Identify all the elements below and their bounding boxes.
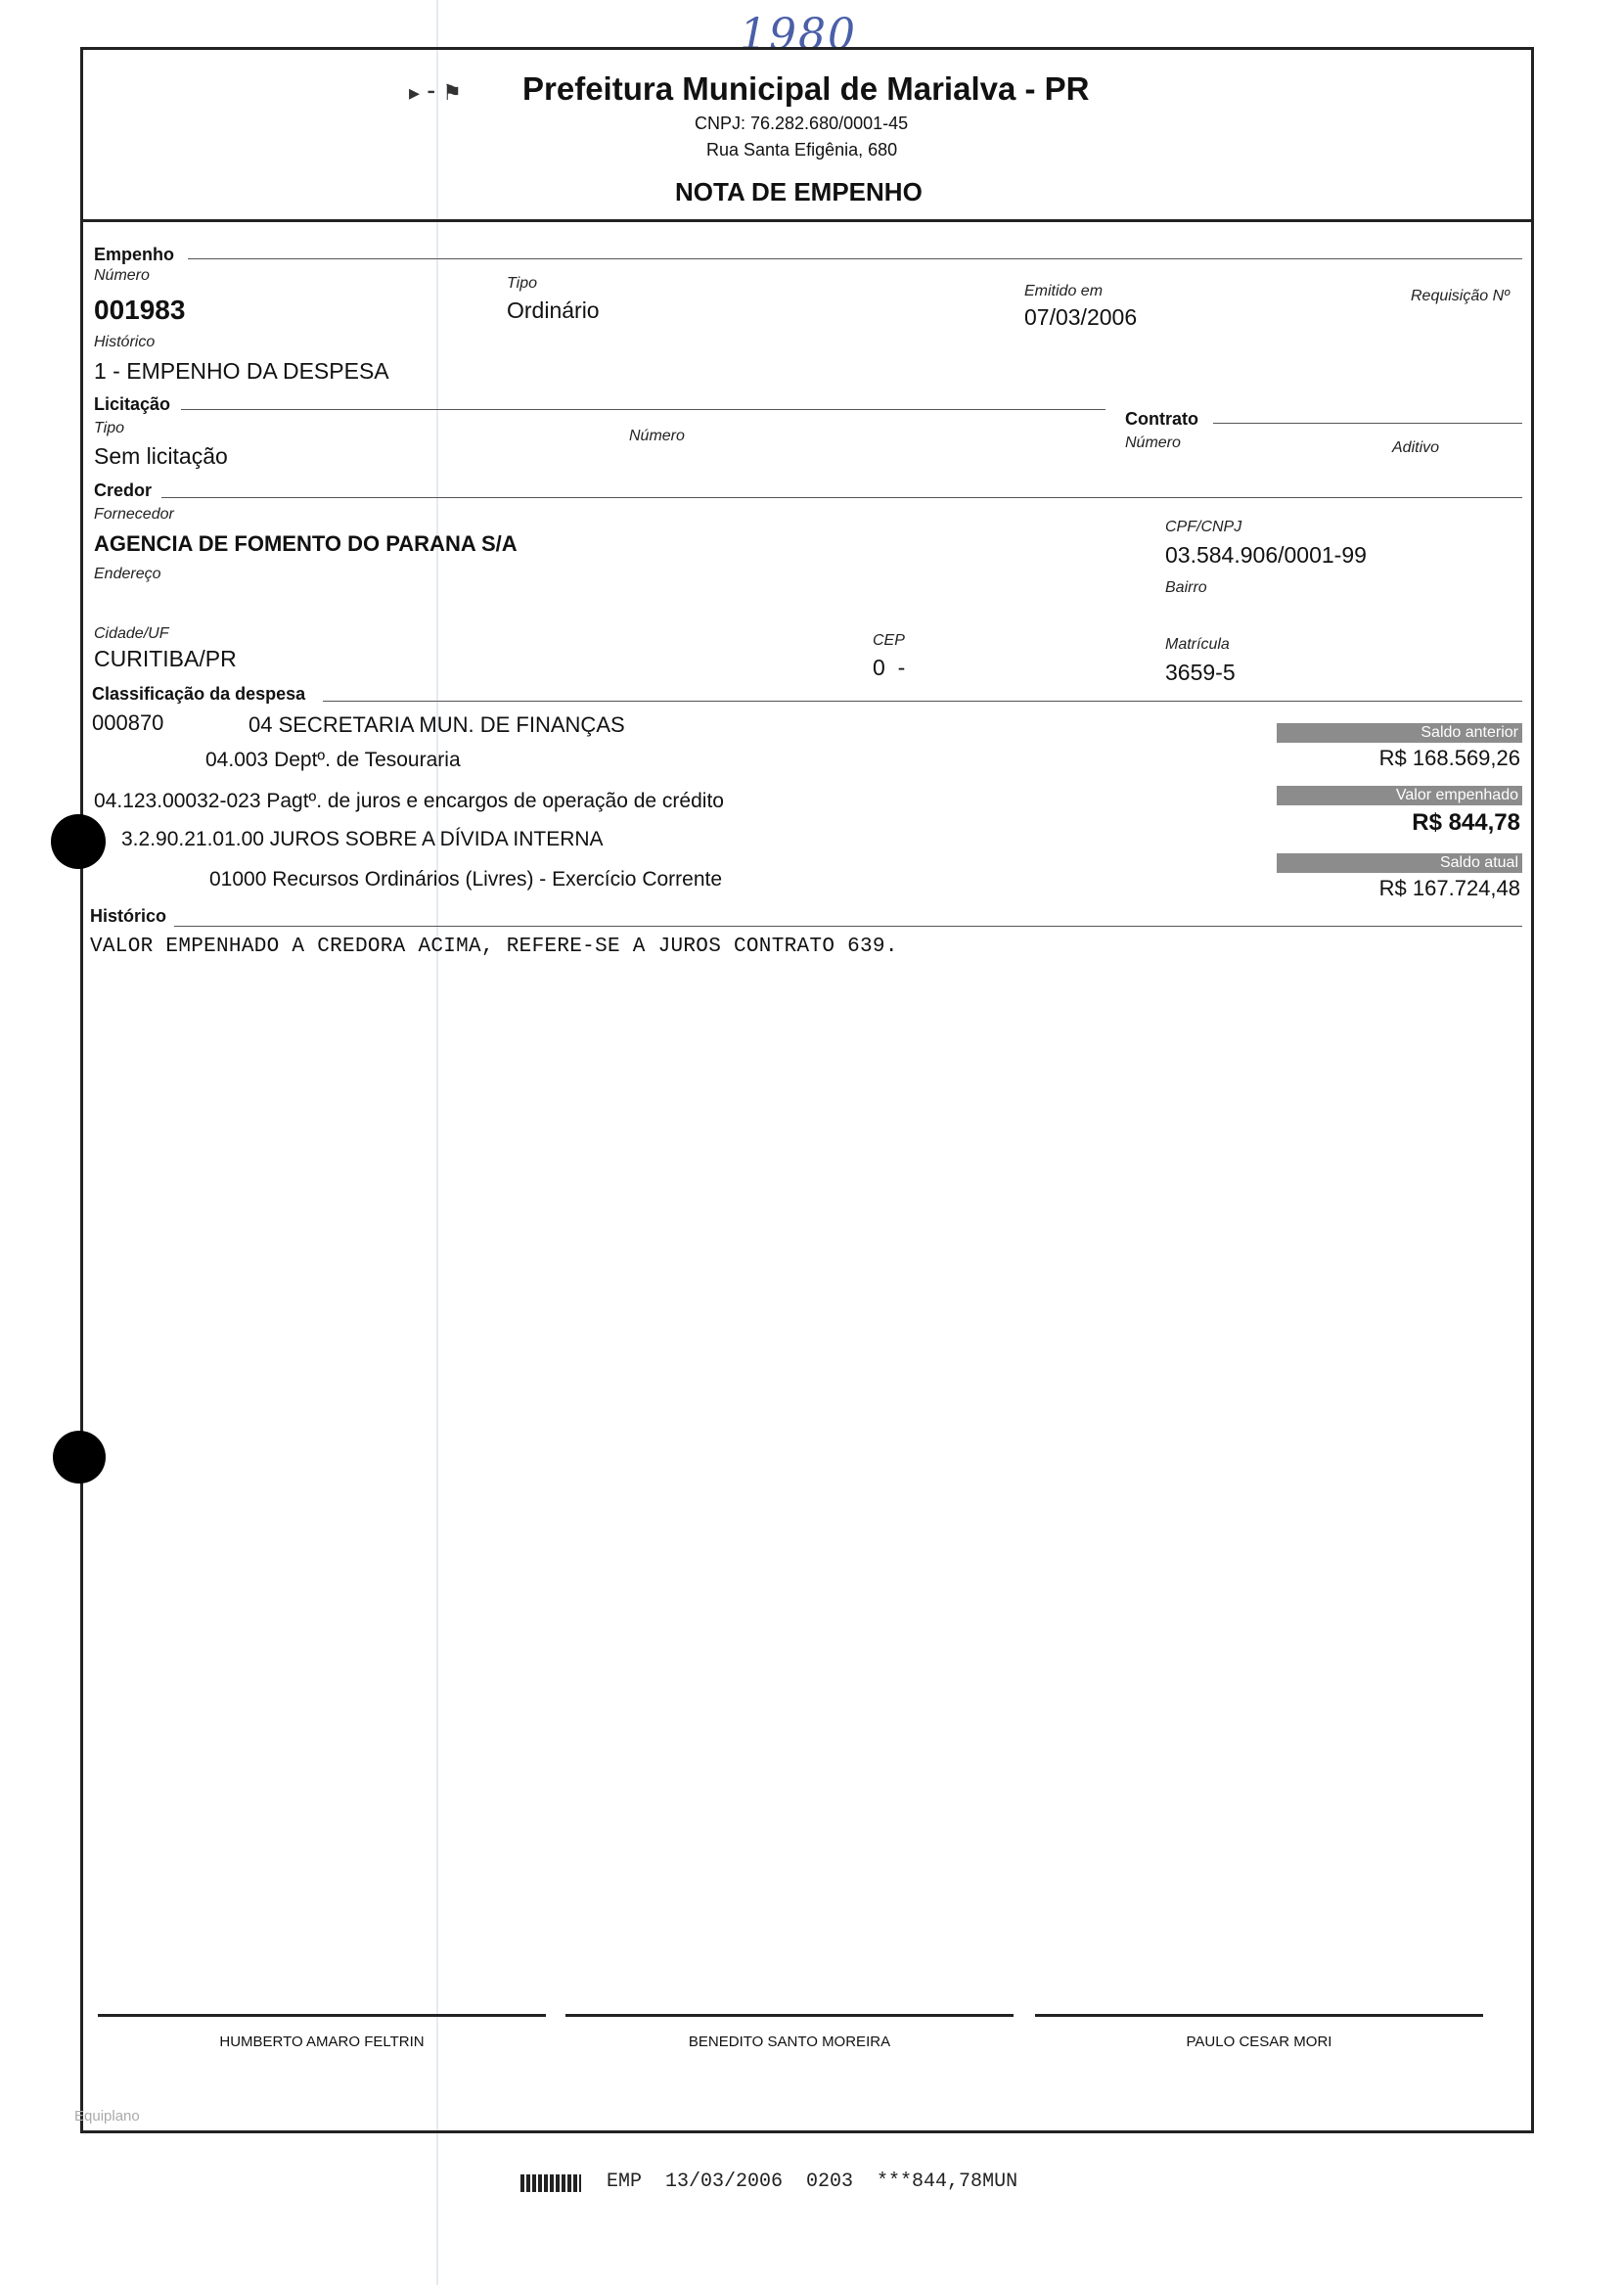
signature-line-2	[565, 2014, 1014, 2017]
emitido-label: Emitido em	[1024, 283, 1104, 299]
contrato-aditivo-label: Aditivo	[1392, 439, 1440, 456]
cpf-value: 03.584.906/0001-99	[1165, 542, 1367, 568]
historico-text: VALOR EMPENHADO A CREDORA ACIMA, REFERE-SE A JUROS CONTRATO 639.	[90, 936, 898, 958]
matricula-label: Matrícula	[1165, 636, 1230, 653]
emitido-date: 07/03/2006	[1024, 304, 1138, 330]
cep-label: CEP	[873, 632, 905, 649]
signature-name-3: PAULO CESAR MORI	[1186, 2034, 1332, 2050]
contrato-numero-label: Número	[1125, 434, 1181, 451]
saldo-anterior-label: Saldo anterior	[1277, 723, 1522, 743]
empenho-rule	[188, 258, 1522, 259]
cpf-label: CPF/CNPJ	[1165, 519, 1242, 535]
valor-empenhado-value: R$ 844,78	[1412, 809, 1520, 836]
saldo-atual-label: Saldo atual	[1277, 853, 1522, 873]
saldo-atual-value: R$ 167.724,48	[1378, 876, 1520, 900]
empenho-historico: 1 - EMPENHO DA DESPESA	[94, 358, 389, 384]
stamp-icon	[520, 2174, 581, 2192]
historico-rule	[174, 926, 1522, 927]
class-line1-text: 04 SECRETARIA MUN. DE FINANÇAS	[248, 712, 625, 737]
logo-icon: ▸ ⁃ ⚑	[409, 80, 462, 105]
bottom-stamp: EMP 13/03/2006 0203 ***844,78MUN	[607, 2171, 1018, 2193]
licitacao-tipo-label: Tipo	[94, 420, 124, 436]
class-line3: 04.123.00032-023 Pagtº. de juros e encargos de operação de crédito	[94, 790, 724, 812]
header-address: Rua Santa Efigênia, 680	[706, 140, 898, 160]
classificacao-rule	[323, 701, 1522, 702]
valor-empenhado-label: Valor empenhado	[1277, 786, 1522, 805]
footer-software-label: Equiplano	[74, 2108, 140, 2125]
contrato-rule	[1213, 423, 1522, 424]
requisicao-label: Requisição Nº	[1411, 288, 1510, 304]
header-title: Prefeitura Municipal de Marialva - PR	[522, 70, 1090, 107]
cep-value: 0 -	[873, 655, 906, 680]
fornecedor-label: Fornecedor	[94, 506, 174, 523]
class-line4: 3.2.90.21.01.00 JUROS SOBRE A DÍVIDA INTERNA	[121, 828, 604, 850]
binder-hole-1	[51, 814, 106, 869]
class-line1-code: 000870	[92, 710, 164, 735]
handwritten-number: 1980	[740, 10, 857, 60]
signature-name-2: BENEDITO SANTO MOREIRA	[688, 2034, 891, 2050]
matricula-value: 3659-5	[1165, 660, 1236, 685]
signature-name-1: HUMBERTO AMARO FELTRIN	[219, 2034, 425, 2050]
empenho-historico-label: Histórico	[94, 334, 156, 350]
cidade-value: CURITIBA/PR	[94, 646, 237, 671]
bairro-label: Bairro	[1165, 579, 1207, 596]
empenho-numero-label: Número	[94, 267, 150, 284]
historico-section-label: Histórico	[90, 906, 167, 926]
empenho-tipo-label: Tipo	[507, 275, 537, 292]
endereco-label: Endereço	[94, 566, 161, 582]
licitacao-tipo: Sem licitação	[94, 443, 228, 469]
empenho-numero: 001983	[94, 295, 186, 325]
credor-section-label: Credor	[94, 480, 153, 500]
cidade-label: Cidade/UF	[94, 625, 169, 642]
fornecedor-name: AGENCIA DE FOMENTO DO PARANA S/A	[94, 531, 518, 556]
class-line5: 01000 Recursos Ordinários (Livres) - Exercício Corrente	[209, 868, 723, 891]
signature-line-3	[1035, 2014, 1483, 2017]
credor-rule	[161, 497, 1522, 498]
licitacao-numero-label: Número	[629, 428, 685, 444]
class-line2: 04.003 Deptº. de Tesouraria	[205, 749, 461, 771]
empenho-section-label: Empenho	[94, 245, 175, 264]
licitacao-section-label: Licitação	[94, 394, 171, 414]
header-cnpj: CNPJ: 76.282.680/0001-45	[695, 114, 909, 133]
header-separator	[80, 219, 1534, 222]
classificacao-section-label: Classificação da despesa	[92, 684, 306, 704]
empenho-tipo: Ordinário	[507, 297, 600, 323]
document-title: NOTA DE EMPENHO	[675, 177, 923, 206]
signature-line-1	[98, 2014, 546, 2017]
licitacao-rule	[181, 409, 1105, 410]
contrato-section-label: Contrato	[1125, 409, 1198, 429]
saldo-anterior-value: R$ 168.569,26	[1378, 746, 1520, 770]
binder-hole-2	[53, 1431, 106, 1484]
